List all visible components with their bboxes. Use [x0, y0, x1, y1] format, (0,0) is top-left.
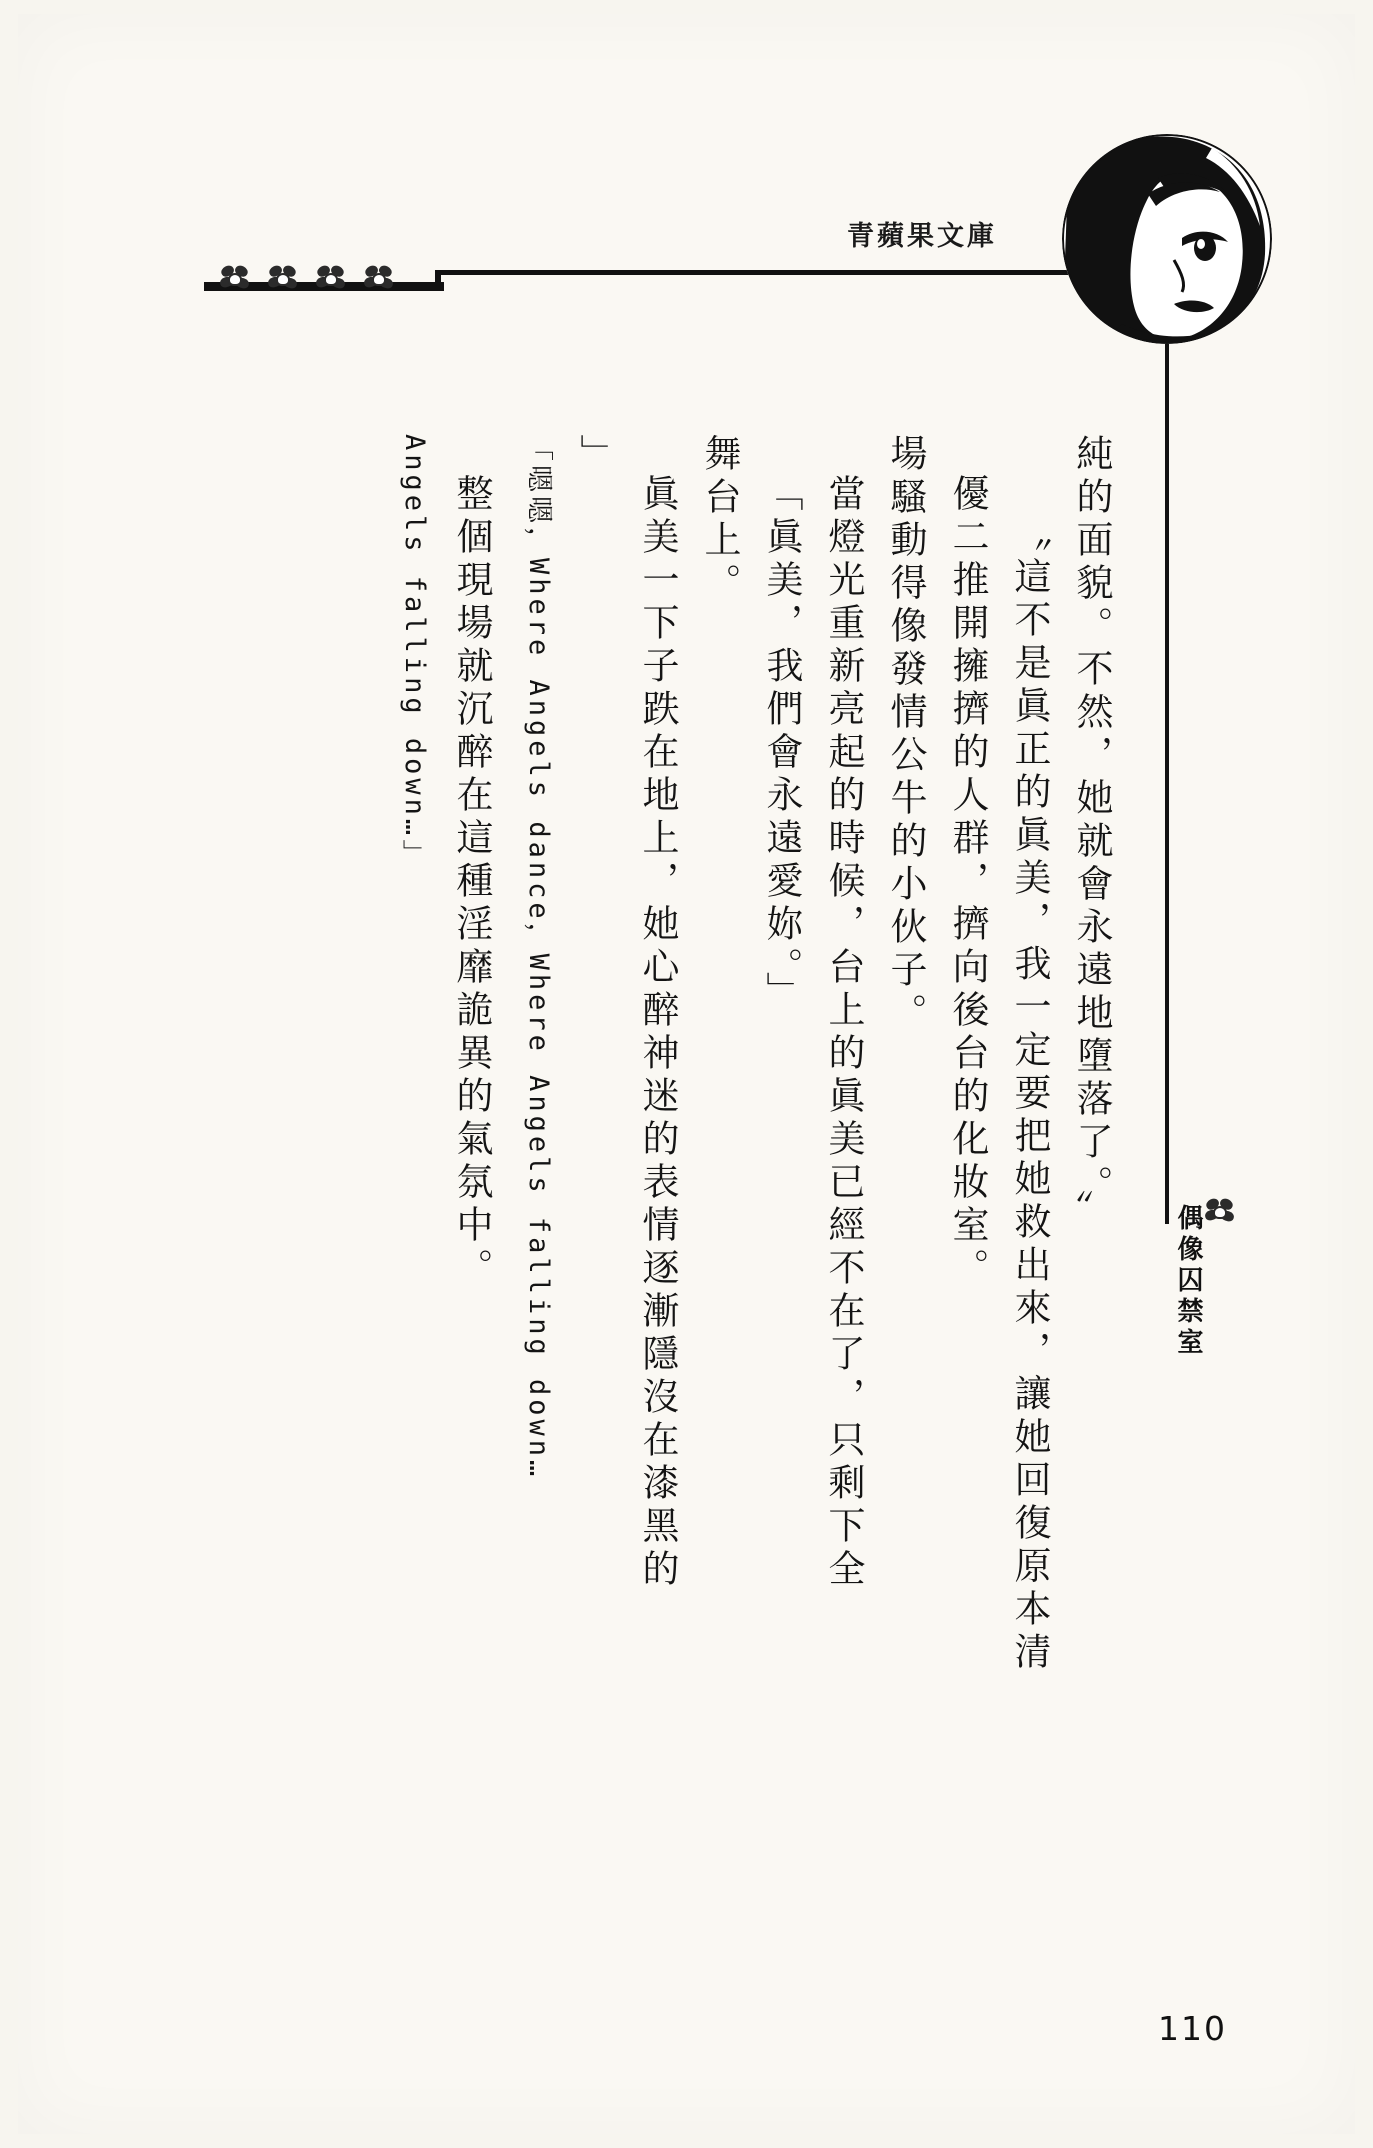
text-column: 當燈光重新亮起的時候，台上的眞美已經不在了，只剩下全	[822, 474, 865, 1592]
text-column: 場騷動得像發情公牛的小伙子。	[884, 434, 927, 1036]
body-text	[366, 434, 1113, 1944]
text-column: 〝這不是眞正的眞美，我一定要把她救出來，讓她回復原本清	[1008, 514, 1051, 1675]
flower-icon	[316, 266, 346, 292]
text-column: 「眞美，我們會永遠愛妳。」	[760, 474, 803, 1015]
text-column: 優二推開擁擠的人群，擠向後台的化妝室。	[946, 474, 989, 1291]
chapter-title: 偶像囚禁室	[1173, 1204, 1203, 1359]
header-flower-row	[220, 266, 394, 292]
text-column: 整個現場就沉醉在這種淫靡詭異的氣氛中。	[450, 474, 493, 1291]
text-column: 純的面貌。不然，她就會永遠地墮落了。〞	[1070, 434, 1113, 1233]
header-rule-top	[435, 270, 1165, 275]
flower-icon	[220, 266, 250, 292]
flower-icon	[268, 266, 298, 292]
page-paper	[18, 14, 1355, 2134]
text-column: 「嗯嗯，Where Angels dance，Where Angels falling down…	[523, 434, 554, 1481]
text-column: 舞台上。	[698, 434, 741, 606]
text-column: 眞美一下子跌在地上，她心醉神迷的表情逐漸隱沒在漆黑的	[636, 474, 679, 1592]
page-title: 青蘋果文庫	[847, 221, 997, 252]
girl-portrait-illustration	[1062, 134, 1272, 344]
text-column: Angels falling down…」	[399, 434, 430, 871]
chapter-connector-line	[1165, 344, 1169, 1224]
page-number: 110	[1158, 2009, 1227, 2048]
flower-icon	[364, 266, 394, 292]
text-column: 」	[574, 434, 617, 477]
